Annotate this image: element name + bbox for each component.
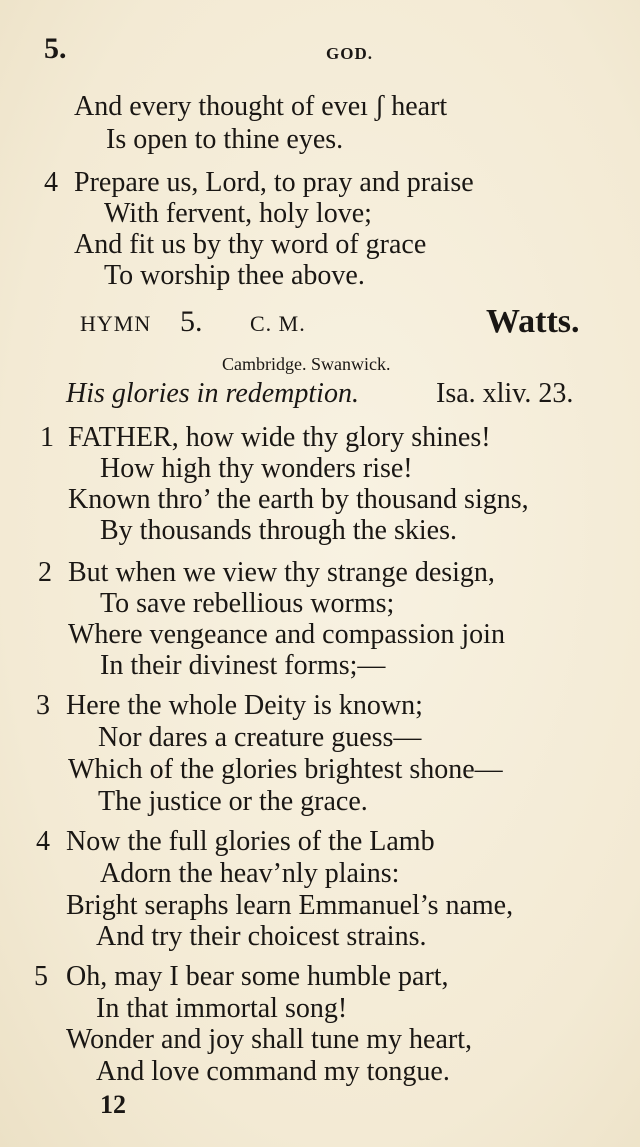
verse-2-line-4: In their divinest forms;— — [100, 650, 386, 681]
hymn-scripture: Isa. xliv. 23. — [436, 378, 574, 409]
verse-5-number: 5 — [34, 961, 48, 992]
verse-4-number: 4 — [36, 826, 50, 857]
verse-2-line-1: But when we view thy strange design, — [68, 557, 495, 588]
hymn-label: HYMN — [80, 311, 152, 336]
verse-2-line-3: Where vengeance and compassion join — [68, 619, 505, 650]
verse-3-line-4: The justice or the grace. — [98, 786, 368, 817]
verse-5-line-3: Wonder and joy shall tune my heart, — [66, 1024, 472, 1055]
verse-3-line-2: Nor dares a creature guess— — [98, 722, 422, 753]
running-head: GOD. — [326, 44, 373, 63]
hymn-meter: C. M. — [250, 311, 306, 336]
verse-1-number: 1 — [40, 422, 54, 453]
prev-verse-4-line-3: And fit us by thy word of grace — [74, 229, 427, 260]
verse-2-number: 2 — [38, 557, 52, 588]
prev-verse-4-line-4: To worship thee above. — [104, 260, 365, 291]
prev-verse-4-line-2: With fervent, holy love; — [104, 198, 372, 229]
signature-mark: 12 — [100, 1090, 126, 1119]
verse-1-line-1: FATHER, how wide thy glory shines! — [68, 422, 491, 453]
prev-line-2: Is open to thine eyes. — [106, 124, 344, 155]
verse-5-line-4: And love command my tongue. — [96, 1056, 450, 1087]
verse-1-line-4: By thousands through the skies. — [100, 515, 457, 546]
hymn-subject: His glories in redemption. — [66, 378, 359, 409]
verse-1-line-2: How high thy wonders rise! — [100, 453, 413, 484]
hymn-number: 5. — [180, 305, 203, 338]
prev-verse-4-line-1: Prepare us, Lord, to pray and praise — [74, 167, 474, 198]
verse-1-line-3: Known thro’ the earth by thousand signs, — [68, 484, 529, 515]
hymn-tunes: Cambridge. Swanwick. — [222, 354, 391, 374]
hymn-heading — [0, 305, 640, 345]
verse-3-line-1: Here the whole Deity is known; — [66, 690, 423, 721]
verse-4-line-2: Adorn the heav’nly plains: — [100, 858, 400, 889]
verse-4-line-4: And try their choicest strains. — [96, 921, 427, 952]
verse-5-line-2: In that immortal song! — [96, 993, 348, 1024]
hymn-subject-row — [0, 378, 640, 414]
prev-line-1: And every thought of eveı ʃ heart — [74, 91, 448, 122]
verse-5-line-1: Oh, may I bear some humble part, — [66, 961, 449, 992]
verse-3-number: 3 — [36, 690, 50, 721]
verse-2-line-2: To save rebellious worms; — [100, 588, 395, 619]
page-number: 5. — [44, 32, 67, 65]
verse-3-line-3: Which of the glories brightest shone— — [68, 754, 503, 785]
verse-4-line-3: Bright seraphs learn Emmanuel’s name, — [66, 890, 514, 921]
page-header — [0, 28, 640, 68]
hymn-author: Watts. — [486, 303, 580, 340]
prev-verse-4-number: 4 — [44, 167, 58, 198]
verse-4-line-1: Now the full glories of the Lamb — [66, 826, 435, 857]
